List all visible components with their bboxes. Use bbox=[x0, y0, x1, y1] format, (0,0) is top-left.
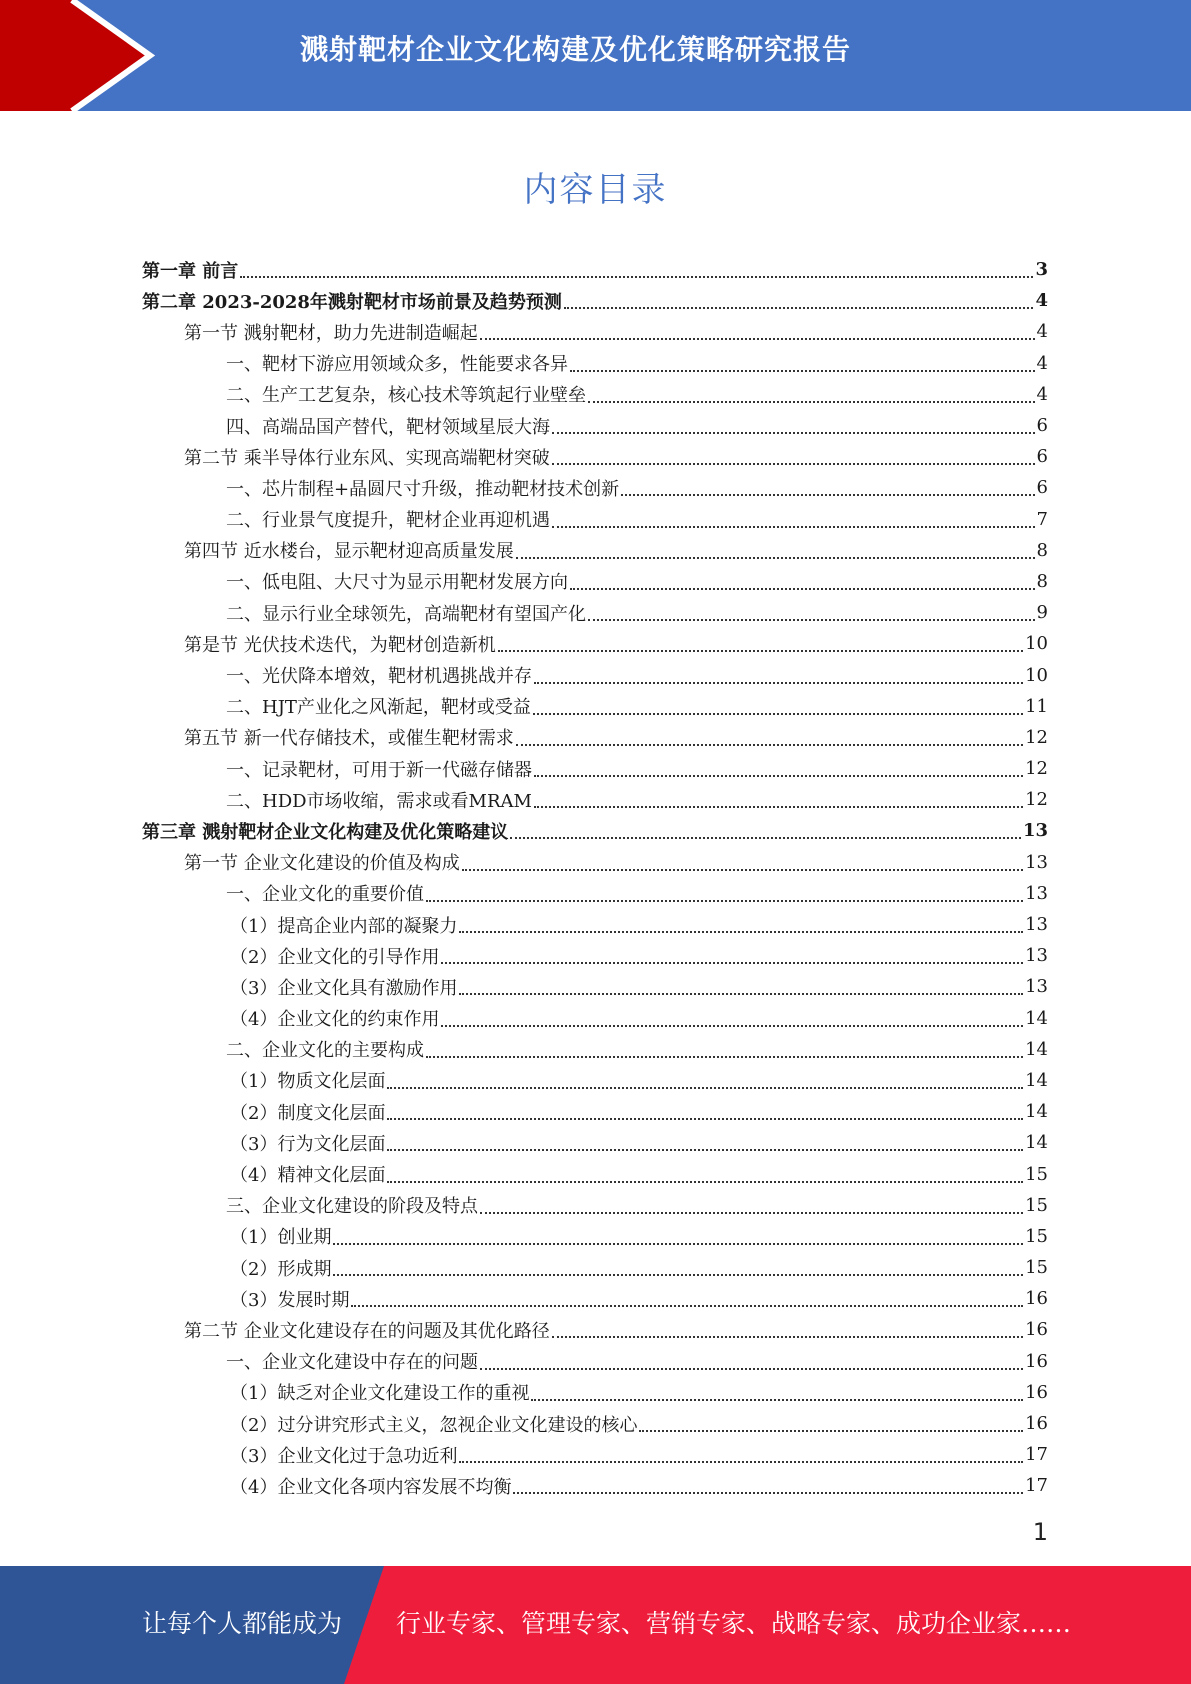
toc-entry-page: 9 bbox=[1036, 602, 1048, 624]
toc-entry[interactable] bbox=[142, 1314, 1048, 1345]
toc-entry[interactable] bbox=[142, 597, 1048, 628]
toc-entry-title: 一、企业文化的重要价值 bbox=[226, 884, 424, 906]
toc-entry-title: 一、光伏降本增效，靶材机遇挑战并存 bbox=[226, 666, 532, 688]
toc-entry-title: 第是节 光伏技术迭代，为靶材创造新机 bbox=[184, 634, 496, 656]
toc-entry-title: 四、高端品国产替代，靶材领域星辰大海 bbox=[226, 416, 550, 438]
dot-leader bbox=[426, 1055, 1023, 1058]
dot-leader bbox=[480, 1367, 1023, 1370]
toc-entry-page: 14 bbox=[1025, 1132, 1048, 1154]
toc-entry-title: 第五节 新一代存储技术，或催生靶材需求 bbox=[184, 728, 514, 750]
toc-entry-page: 8 bbox=[1036, 570, 1048, 592]
toc-entry-title: （4）精神文化层面 bbox=[230, 1165, 386, 1187]
footer-slogan-right: 行业专家、管理专家、营销专家、战略专家、成功企业家…… bbox=[396, 1609, 1072, 1638]
dot-leader bbox=[516, 743, 1023, 746]
toc-entry-page: 17 bbox=[1025, 1444, 1048, 1466]
toc-entry-page: 15 bbox=[1025, 1225, 1048, 1247]
toc-entry-page: 12 bbox=[1025, 726, 1048, 748]
toc-entry-title: 一、企业文化建设中存在的问题 bbox=[226, 1352, 478, 1374]
toc-entry[interactable] bbox=[142, 566, 1048, 597]
dot-leader bbox=[513, 1491, 1023, 1494]
toc-entry[interactable] bbox=[142, 1158, 1048, 1189]
dot-leader bbox=[570, 587, 1035, 590]
toc-entry[interactable] bbox=[142, 441, 1048, 472]
dot-leader bbox=[459, 1460, 1023, 1463]
toc-entry-title: 一、芯片制程+晶圆尺寸升级，推动靶材技术创新 bbox=[226, 478, 620, 500]
toc-entry-page: 14 bbox=[1025, 1007, 1048, 1029]
dot-leader bbox=[510, 836, 1021, 839]
toc-entry[interactable] bbox=[142, 316, 1048, 347]
toc-entry[interactable] bbox=[142, 691, 1048, 722]
toc-entry-title: 二、HDD市场收缩，需求或看MRAM bbox=[226, 790, 532, 812]
toc-entry[interactable] bbox=[142, 1034, 1048, 1065]
toc-entry[interactable] bbox=[142, 1252, 1048, 1283]
dot-leader bbox=[459, 930, 1023, 933]
toc-entry[interactable] bbox=[142, 535, 1048, 566]
toc-entry-page: 14 bbox=[1025, 1069, 1048, 1091]
toc-entry-page: 10 bbox=[1025, 664, 1048, 686]
toc-entry[interactable] bbox=[142, 753, 1048, 784]
toc-entry-title: 二、生产工艺复杂，核心技术等筑起行业壁垒 bbox=[226, 385, 586, 407]
toc-entry-page: 17 bbox=[1025, 1475, 1048, 1497]
toc-entry[interactable] bbox=[142, 628, 1048, 659]
toc-entry-page: 12 bbox=[1025, 758, 1048, 780]
table-of-contents bbox=[142, 254, 1048, 1502]
toc-entry-page: 4 bbox=[1036, 383, 1048, 405]
toc-entry-page: 15 bbox=[1025, 1257, 1048, 1279]
toc-entry[interactable] bbox=[142, 1439, 1048, 1470]
toc-entry[interactable] bbox=[142, 1096, 1048, 1127]
toc-entry-page: 13 bbox=[1025, 851, 1048, 873]
toc-entry-title: （2）过分讲究形式主义，忽视企业文化建设的核心 bbox=[230, 1414, 638, 1436]
toc-entry[interactable] bbox=[142, 348, 1048, 379]
toc-entry-page: 4 bbox=[1036, 352, 1048, 374]
toc-entry-title: 第一节 溅射靶材，助力先进制造崛起 bbox=[184, 322, 478, 344]
toc-entry[interactable] bbox=[142, 847, 1048, 878]
toc-entry-page: 16 bbox=[1025, 1413, 1048, 1435]
dot-leader bbox=[426, 899, 1023, 902]
toc-entry-page: 14 bbox=[1025, 1038, 1048, 1060]
dot-leader bbox=[564, 306, 1034, 309]
toc-entry-title: （1）缺乏对企业文化建设工作的重视 bbox=[230, 1383, 530, 1405]
toc-entry[interactable] bbox=[142, 784, 1048, 815]
toc-entry-page: 8 bbox=[1036, 539, 1048, 561]
page-number: 1 bbox=[1032, 1518, 1048, 1546]
toc-entry-title: 二、HJT产业化之风渐起，靶材或受益 bbox=[226, 697, 531, 719]
toc-entry[interactable] bbox=[142, 971, 1048, 1002]
toc-entry-page: 16 bbox=[1025, 1381, 1048, 1403]
toc-entry-title: 第二章 2023-2028年溅射靶材市场前景及趋势预测 bbox=[142, 291, 562, 313]
dot-leader bbox=[480, 1211, 1023, 1214]
toc-entry[interactable] bbox=[142, 1283, 1048, 1314]
toc-entry-title: （3）企业文化过于急功近利 bbox=[230, 1445, 458, 1467]
toc-entry-page: 13 bbox=[1025, 945, 1048, 967]
toc-entry[interactable] bbox=[142, 1470, 1048, 1501]
toc-entry[interactable] bbox=[142, 1065, 1048, 1096]
dot-leader bbox=[516, 556, 1035, 559]
toc-entry-page: 14 bbox=[1025, 1101, 1048, 1123]
toc-entry-title: 第二节 乘半导体行业东风、实现高端靶材突破 bbox=[184, 447, 550, 469]
dot-leader bbox=[441, 961, 1023, 964]
dot-leader bbox=[534, 774, 1023, 777]
toc-entry-title: （1）提高企业内部的凝聚力 bbox=[230, 915, 458, 937]
toc-entry-page: 13 bbox=[1025, 882, 1048, 904]
dot-leader bbox=[333, 1273, 1023, 1276]
toc-entry-title: 二、显示行业全球领先，高端靶材有望国产化 bbox=[226, 603, 586, 625]
toc-entry[interactable] bbox=[142, 1221, 1048, 1252]
dot-leader bbox=[462, 868, 1023, 871]
toc-entry-title: 第一章 前言 bbox=[142, 260, 239, 282]
toc-entry-page: 16 bbox=[1025, 1288, 1048, 1310]
toc-entry-title: 一、记录靶材，可用于新一代磁存储器 bbox=[226, 759, 532, 781]
toc-entry[interactable] bbox=[142, 815, 1048, 846]
toc-entry[interactable] bbox=[142, 472, 1048, 503]
toc-entry-title: （4）企业文化的约束作用 bbox=[230, 1009, 440, 1031]
toc-entry-page: 6 bbox=[1036, 446, 1048, 468]
dot-leader bbox=[387, 1086, 1023, 1089]
dot-leader bbox=[621, 493, 1034, 496]
dot-leader bbox=[534, 805, 1023, 808]
toc-entry-title: （3）企业文化具有激励作用 bbox=[230, 977, 458, 999]
dot-leader bbox=[459, 992, 1023, 995]
dot-leader bbox=[441, 1024, 1023, 1027]
dot-leader bbox=[552, 1335, 1023, 1338]
toc-entry-title: （3）行为文化层面 bbox=[230, 1133, 386, 1155]
toc-entry-page: 11 bbox=[1025, 695, 1048, 717]
dot-leader bbox=[552, 431, 1035, 434]
toc-entry-page: 15 bbox=[1025, 1194, 1048, 1216]
dot-leader bbox=[480, 337, 1035, 340]
toc-entry-title: （4）企业文化各项内容发展不均衡 bbox=[230, 1476, 512, 1498]
toc-entry[interactable] bbox=[142, 1127, 1048, 1158]
toc-entry-title: 一、低电阻、大尺寸为显示用靶材发展方向 bbox=[226, 572, 568, 594]
dot-leader bbox=[351, 1304, 1023, 1307]
toc-entry-title: 二、企业文化的主要构成 bbox=[226, 1040, 424, 1062]
dot-leader bbox=[240, 275, 1033, 278]
toc-entry-title: 第四节 近水楼台，显示靶材迎高质量发展 bbox=[184, 541, 514, 563]
toc-entry-title: 第三章 溅射靶材企业文化构建及优化策略建议 bbox=[142, 821, 509, 843]
toc-entry[interactable] bbox=[142, 722, 1048, 753]
toc-entry-title: 一、靶材下游应用领域众多，性能要求各异 bbox=[226, 354, 568, 376]
dot-leader bbox=[552, 462, 1035, 465]
toc-entry-title: 第二节 企业文化建设存在的问题及其优化路径 bbox=[184, 1320, 550, 1342]
dot-leader bbox=[639, 1429, 1023, 1432]
dot-leader bbox=[533, 712, 1023, 715]
toc-entry-title: 三、企业文化建设的阶段及特点 bbox=[226, 1196, 478, 1218]
toc-entry-page: 4 bbox=[1035, 290, 1048, 312]
toc-entry[interactable] bbox=[142, 878, 1048, 909]
dot-leader bbox=[531, 1398, 1023, 1401]
dot-leader bbox=[552, 525, 1035, 528]
toc-entry[interactable] bbox=[142, 1377, 1048, 1408]
toc-entry-page: 12 bbox=[1025, 789, 1048, 811]
toc-entry[interactable] bbox=[142, 909, 1048, 940]
toc-heading: 内容目录 bbox=[523, 170, 668, 210]
dot-leader bbox=[333, 1242, 1023, 1245]
red-arrow-decoration bbox=[0, 0, 160, 111]
toc-entry[interactable] bbox=[142, 1003, 1048, 1034]
dot-leader bbox=[387, 1148, 1023, 1151]
dot-leader bbox=[387, 1117, 1023, 1120]
toc-entry[interactable] bbox=[142, 254, 1048, 285]
toc-entry-page: 13 bbox=[1025, 976, 1048, 998]
toc-entry-title: （3）发展时期 bbox=[230, 1289, 350, 1311]
dot-leader bbox=[534, 681, 1023, 684]
toc-entry-title: （1）创业期 bbox=[230, 1227, 332, 1249]
dot-leader bbox=[588, 400, 1035, 403]
toc-entry-page: 16 bbox=[1025, 1319, 1048, 1341]
footer-banner bbox=[0, 1566, 1191, 1684]
toc-entry-page: 13 bbox=[1025, 914, 1048, 936]
toc-entry-title: （2）企业文化的引导作用 bbox=[230, 946, 440, 968]
toc-entry[interactable] bbox=[142, 504, 1048, 535]
toc-entry[interactable] bbox=[142, 940, 1048, 971]
toc-entry-page: 4 bbox=[1036, 321, 1048, 343]
toc-entry-page: 3 bbox=[1035, 259, 1048, 281]
dot-leader bbox=[588, 618, 1035, 621]
toc-entry[interactable] bbox=[142, 379, 1048, 410]
footer-slogan-left: 让每个人都能成为 bbox=[142, 1609, 343, 1638]
toc-entry[interactable] bbox=[142, 285, 1048, 316]
toc-entry-page: 10 bbox=[1025, 633, 1048, 655]
toc-entry[interactable] bbox=[142, 410, 1048, 441]
toc-entry-page: 6 bbox=[1036, 415, 1048, 437]
toc-entry[interactable] bbox=[142, 1190, 1048, 1221]
toc-entry[interactable] bbox=[142, 659, 1048, 690]
toc-entry-title: （1）物质文化层面 bbox=[230, 1071, 386, 1093]
toc-entry-title: 二、行业景气度提升，靶材企业再迎机遇 bbox=[226, 510, 550, 532]
toc-entry-page: 7 bbox=[1036, 508, 1048, 530]
toc-entry-title: 第一节 企业文化建设的价值及构成 bbox=[184, 853, 460, 875]
toc-entry[interactable] bbox=[142, 1346, 1048, 1377]
toc-entry-title: （2）制度文化层面 bbox=[230, 1102, 386, 1124]
report-title: 溅射靶材企业文化构建及优化策略研究报告 bbox=[300, 33, 852, 66]
toc-entry-page: 13 bbox=[1022, 820, 1048, 842]
toc-entry[interactable] bbox=[142, 1408, 1048, 1439]
dot-leader bbox=[387, 1180, 1023, 1183]
toc-entry-page: 6 bbox=[1036, 477, 1048, 499]
dot-leader bbox=[498, 649, 1023, 652]
toc-entry-page: 15 bbox=[1025, 1163, 1048, 1185]
toc-entry-title: （2）形成期 bbox=[230, 1258, 332, 1280]
header-banner bbox=[0, 0, 1191, 111]
toc-entry-page: 16 bbox=[1025, 1350, 1048, 1372]
dot-leader bbox=[570, 369, 1035, 372]
